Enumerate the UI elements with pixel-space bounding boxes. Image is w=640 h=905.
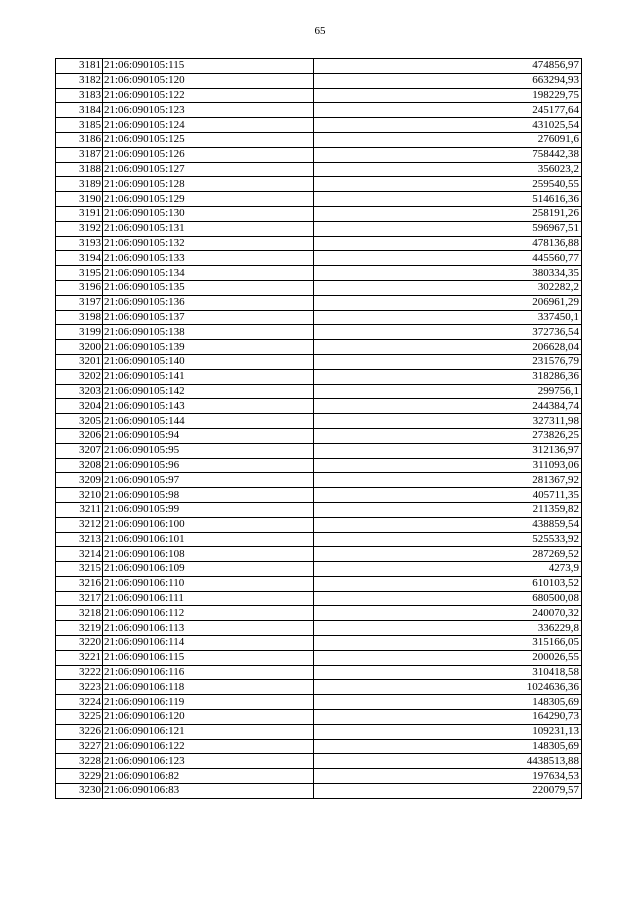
row-number-cell: 3216 <box>56 576 103 591</box>
row-number-cell: 3189 <box>56 177 103 192</box>
row-number-cell: 3188 <box>56 162 103 177</box>
table-row <box>56 591 582 606</box>
table-row <box>56 192 582 207</box>
cadastral-number-cell: 21:06:090105:136 <box>103 295 314 310</box>
cadastral-number-cell: 21:06:090105:131 <box>103 221 314 236</box>
table-row <box>56 221 582 236</box>
table-row <box>56 177 582 192</box>
value-cell: 302282,2 <box>314 280 582 295</box>
table-row <box>56 369 582 384</box>
value-cell: 311093,06 <box>314 458 582 473</box>
table-row <box>56 354 582 369</box>
value-cell: 596967,51 <box>314 221 582 236</box>
value-cell: 310418,58 <box>314 665 582 680</box>
cadastral-number-cell: 21:06:090106:122 <box>103 739 314 754</box>
value-cell: 240070,32 <box>314 606 582 621</box>
row-number-cell: 3224 <box>56 695 103 710</box>
table-row <box>56 769 582 784</box>
cadastral-number-cell: 21:06:090106:112 <box>103 606 314 621</box>
value-cell: 220079,57 <box>314 784 582 799</box>
value-cell: 680500,08 <box>314 591 582 606</box>
value-cell: 380334,35 <box>314 266 582 281</box>
row-number-cell: 3206 <box>56 428 103 443</box>
cadastral-number-cell: 21:06:090105:125 <box>103 132 314 147</box>
cadastral-number-cell: 21:06:090105:97 <box>103 473 314 488</box>
page-number: 65 <box>314 25 326 37</box>
row-number-cell: 3181 <box>56 59 103 74</box>
row-number-cell: 3184 <box>56 103 103 118</box>
cadastral-number-cell: 21:06:090105:96 <box>103 458 314 473</box>
table-row <box>56 562 582 577</box>
row-number-cell: 3221 <box>56 650 103 665</box>
cadastral-number-cell: 21:06:090105:94 <box>103 428 314 443</box>
cadastral-number-cell: 21:06:090105:98 <box>103 488 314 503</box>
data-table <box>55 58 582 799</box>
cadastral-number-cell: 21:06:090105:132 <box>103 236 314 251</box>
row-number-cell: 3186 <box>56 132 103 147</box>
row-number-cell: 3182 <box>56 73 103 88</box>
value-cell: 245177,64 <box>314 103 582 118</box>
table-row <box>56 710 582 725</box>
row-number-cell: 3218 <box>56 606 103 621</box>
row-number-cell: 3191 <box>56 206 103 221</box>
value-cell: 148305,69 <box>314 739 582 754</box>
row-number-cell: 3211 <box>56 502 103 517</box>
row-number-cell: 3187 <box>56 147 103 162</box>
value-cell: 211359,82 <box>314 502 582 517</box>
row-number-cell: 3228 <box>56 754 103 769</box>
row-number-cell: 3219 <box>56 621 103 636</box>
table-row <box>56 665 582 680</box>
cadastral-number-cell: 21:06:090105:138 <box>103 325 314 340</box>
table-row <box>56 739 582 754</box>
cadastral-number-cell: 21:06:090105:134 <box>103 266 314 281</box>
value-cell: 525533,92 <box>314 532 582 547</box>
table-row <box>56 59 582 74</box>
table-row <box>56 88 582 103</box>
table-row <box>56 695 582 710</box>
cadastral-number-cell: 21:06:090105:126 <box>103 147 314 162</box>
value-cell: 337450,1 <box>314 310 582 325</box>
cadastral-number-cell: 21:06:090106:114 <box>103 636 314 651</box>
value-cell: 610103,52 <box>314 576 582 591</box>
row-number-cell: 3220 <box>56 636 103 651</box>
row-number-cell: 3217 <box>56 591 103 606</box>
table-row <box>56 547 582 562</box>
row-number-cell: 3214 <box>56 547 103 562</box>
row-number-cell: 3210 <box>56 488 103 503</box>
table-row <box>56 266 582 281</box>
cadastral-number-cell: 21:06:090105:144 <box>103 414 314 429</box>
value-cell: 197634,53 <box>314 769 582 784</box>
cadastral-number-cell: 21:06:090105:123 <box>103 103 314 118</box>
row-number-cell: 3207 <box>56 443 103 458</box>
table-row <box>56 680 582 695</box>
value-cell: 431025,54 <box>314 118 582 133</box>
table-row <box>56 517 582 532</box>
table-row <box>56 650 582 665</box>
cadastral-number-cell: 21:06:090105:99 <box>103 502 314 517</box>
table-row <box>56 473 582 488</box>
row-number-cell: 3183 <box>56 88 103 103</box>
table-row <box>56 206 582 221</box>
value-cell: 356023,2 <box>314 162 582 177</box>
value-cell: 758442,38 <box>314 147 582 162</box>
table-row <box>56 576 582 591</box>
value-cell: 244384,74 <box>314 399 582 414</box>
cadastral-number-cell: 21:06:090106:118 <box>103 680 314 695</box>
value-cell: 273826,25 <box>314 428 582 443</box>
row-number-cell: 3194 <box>56 251 103 266</box>
row-number-cell: 3195 <box>56 266 103 281</box>
cadastral-number-cell: 21:06:090105:115 <box>103 59 314 74</box>
value-cell: 438859,54 <box>314 517 582 532</box>
table-row <box>56 428 582 443</box>
value-cell: 336229,8 <box>314 621 582 636</box>
cadastral-number-cell: 21:06:090106:119 <box>103 695 314 710</box>
value-cell: 372736,54 <box>314 325 582 340</box>
cadastral-number-cell: 21:06:090105:128 <box>103 177 314 192</box>
row-number-cell: 3229 <box>56 769 103 784</box>
table-row <box>56 340 582 355</box>
cadastral-number-cell: 21:06:090106:123 <box>103 754 314 769</box>
cadastral-number-cell: 21:06:090105:95 <box>103 443 314 458</box>
value-cell: 198229,75 <box>314 88 582 103</box>
table-row <box>56 458 582 473</box>
cadastral-number-cell: 21:06:090106:108 <box>103 547 314 562</box>
value-cell: 312136,97 <box>314 443 582 458</box>
row-number-cell: 3193 <box>56 236 103 251</box>
value-cell: 1024636,36 <box>314 680 582 695</box>
cadastral-number-cell: 21:06:090105:142 <box>103 384 314 399</box>
value-cell: 315166,05 <box>314 636 582 651</box>
value-cell: 281367,92 <box>314 473 582 488</box>
value-cell: 514616,36 <box>314 192 582 207</box>
table-row <box>56 636 582 651</box>
table-row <box>56 73 582 88</box>
table-row <box>56 784 582 799</box>
table-row <box>56 399 582 414</box>
cadastral-number-cell: 21:06:090105:139 <box>103 340 314 355</box>
value-cell: 200026,55 <box>314 650 582 665</box>
value-cell: 231576,79 <box>314 354 582 369</box>
value-cell: 109231,13 <box>314 724 582 739</box>
table-row <box>56 325 582 340</box>
table-row <box>56 118 582 133</box>
table-row <box>56 488 582 503</box>
value-cell: 474856,97 <box>314 59 582 74</box>
row-number-cell: 3215 <box>56 562 103 577</box>
row-number-cell: 3198 <box>56 310 103 325</box>
value-cell: 4438513,88 <box>314 754 582 769</box>
row-number-cell: 3201 <box>56 354 103 369</box>
table-row <box>56 251 582 266</box>
table-row <box>56 384 582 399</box>
row-number-cell: 3209 <box>56 473 103 488</box>
cadastral-number-cell: 21:06:090105:127 <box>103 162 314 177</box>
table-row <box>56 310 582 325</box>
table-row <box>56 532 582 547</box>
cadastral-number-cell: 21:06:090106:111 <box>103 591 314 606</box>
table-row <box>56 724 582 739</box>
value-cell: 148305,69 <box>314 695 582 710</box>
value-cell: 445560,77 <box>314 251 582 266</box>
row-number-cell: 3192 <box>56 221 103 236</box>
value-cell: 4273,9 <box>314 562 582 577</box>
value-cell: 318286,36 <box>314 369 582 384</box>
row-number-cell: 3204 <box>56 399 103 414</box>
table-row <box>56 443 582 458</box>
cadastral-number-cell: 21:06:090106:115 <box>103 650 314 665</box>
cadastral-number-cell: 21:06:090105:124 <box>103 118 314 133</box>
row-number-cell: 3202 <box>56 369 103 384</box>
cadastral-number-cell: 21:06:090106:83 <box>103 784 314 799</box>
value-cell: 258191,26 <box>314 206 582 221</box>
value-cell: 299756,1 <box>314 384 582 399</box>
row-number-cell: 3230 <box>56 784 103 799</box>
cadastral-number-cell: 21:06:090106:100 <box>103 517 314 532</box>
cadastral-number-cell: 21:06:090105:140 <box>103 354 314 369</box>
row-number-cell: 3196 <box>56 280 103 295</box>
cadastral-number-cell: 21:06:090105:120 <box>103 73 314 88</box>
cadastral-number-cell: 21:06:090105:133 <box>103 251 314 266</box>
table-row <box>56 132 582 147</box>
table-row <box>56 502 582 517</box>
cadastral-number-cell: 21:06:090105:137 <box>103 310 314 325</box>
row-number-cell: 3225 <box>56 710 103 725</box>
table-row <box>56 236 582 251</box>
table-row <box>56 295 582 310</box>
cadastral-number-cell: 21:06:090106:120 <box>103 710 314 725</box>
table-row <box>56 621 582 636</box>
row-number-cell: 3208 <box>56 458 103 473</box>
value-cell: 164290,73 <box>314 710 582 725</box>
row-number-cell: 3223 <box>56 680 103 695</box>
table-row <box>56 280 582 295</box>
table-body <box>56 59 582 799</box>
table-row <box>56 162 582 177</box>
row-number-cell: 3200 <box>56 340 103 355</box>
row-number-cell: 3212 <box>56 517 103 532</box>
row-number-cell: 3197 <box>56 295 103 310</box>
cadastral-number-cell: 21:06:090105:130 <box>103 206 314 221</box>
cadastral-number-cell: 21:06:090105:143 <box>103 399 314 414</box>
cadastral-number-cell: 21:06:090106:110 <box>103 576 314 591</box>
cadastral-number-cell: 21:06:090105:135 <box>103 280 314 295</box>
table-row <box>56 414 582 429</box>
value-cell: 405711,35 <box>314 488 582 503</box>
value-cell: 663294,93 <box>314 73 582 88</box>
row-number-cell: 3227 <box>56 739 103 754</box>
table-row <box>56 754 582 769</box>
row-number-cell: 3190 <box>56 192 103 207</box>
value-cell: 259540,55 <box>314 177 582 192</box>
cadastral-number-cell: 21:06:090105:122 <box>103 88 314 103</box>
row-number-cell: 3203 <box>56 384 103 399</box>
cadastral-number-cell: 21:06:090106:101 <box>103 532 314 547</box>
value-cell: 276091,6 <box>314 132 582 147</box>
value-cell: 327311,98 <box>314 414 582 429</box>
table-row <box>56 606 582 621</box>
value-cell: 287269,52 <box>314 547 582 562</box>
table-row <box>56 103 582 118</box>
table-row <box>56 147 582 162</box>
value-cell: 478136,88 <box>314 236 582 251</box>
row-number-cell: 3226 <box>56 724 103 739</box>
row-number-cell: 3185 <box>56 118 103 133</box>
value-cell: 206961,29 <box>314 295 582 310</box>
cadastral-number-cell: 21:06:090106:121 <box>103 724 314 739</box>
cadastral-number-cell: 21:06:090106:116 <box>103 665 314 680</box>
row-number-cell: 3205 <box>56 414 103 429</box>
row-number-cell: 3222 <box>56 665 103 680</box>
cadastral-number-cell: 21:06:090105:141 <box>103 369 314 384</box>
cadastral-number-cell: 21:06:090106:113 <box>103 621 314 636</box>
cadastral-number-cell: 21:06:090106:82 <box>103 769 314 784</box>
cadastral-number-cell: 21:06:090105:129 <box>103 192 314 207</box>
row-number-cell: 3199 <box>56 325 103 340</box>
row-number-cell: 3213 <box>56 532 103 547</box>
value-cell: 206628,04 <box>314 340 582 355</box>
cadastral-number-cell: 21:06:090106:109 <box>103 562 314 577</box>
